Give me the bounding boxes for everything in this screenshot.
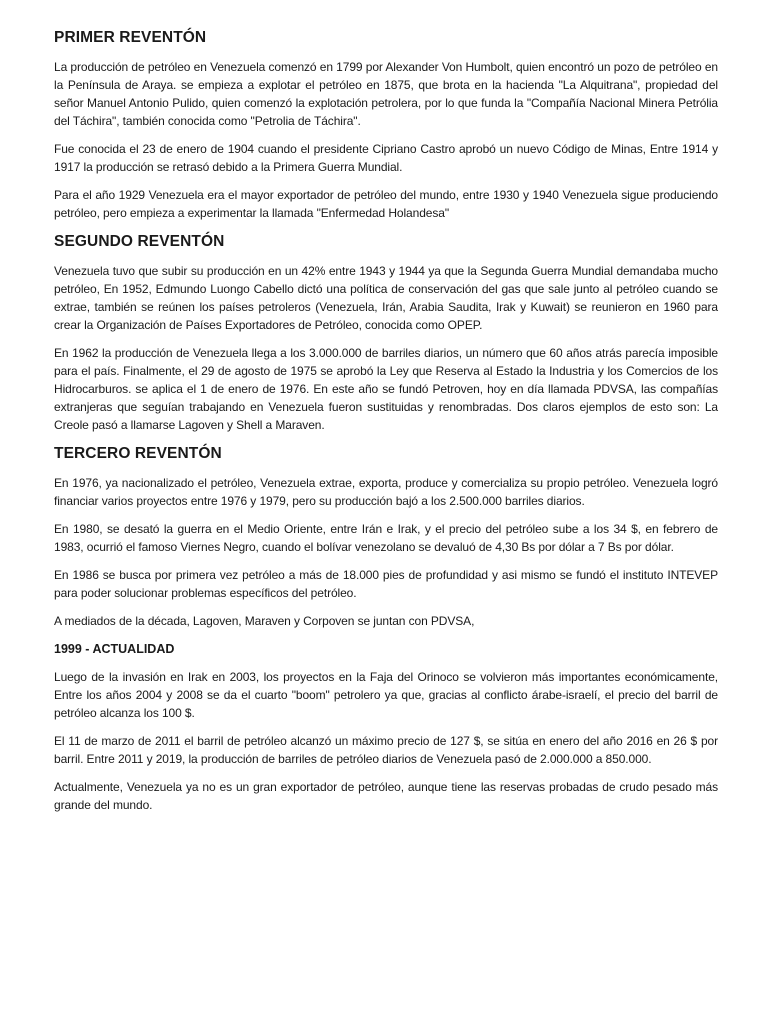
section-heading: SEGUNDO REVENTÓN bbox=[54, 233, 225, 250]
section-heading: TERCERO REVENTÓN bbox=[54, 445, 222, 462]
paragraph: Luego de la invasión en Irak en 2003, los proyectos en la Faja del Orinoco se volvieron más importantes económicamente, Entre los años 2004 y 2008 se da el cuarto "boom" petrolero ya que, gracias al conflicto árabe-israelí, el precio del barril de petróleo alcanza los 100 $. bbox=[54, 670, 718, 720]
paragraph: La producción de petróleo en Venezuela comenzó en 1799 por Alexander Von Humbolt, quien encontró un pozo de petróleo en la Península de Araya. se empieza a explotar el petróleo en 1875, que brota en la hacienda "La Alquitrana", propiedad del señor Manuel Antonio Pulido, quien comenzó la explotación petrolera, por lo que funda la "Compañía Nacional Minera Petrólia del Táchira", también conocida como "Petrolia de Táchira". bbox=[54, 60, 718, 128]
paragraph: En 1962 la producción de Venezuela llega a los 3.000.000 de barriles diarios, un número que 60 años atrás parecía imposible para el país. Finalmente, el 29 de agosto de 1975 se aprobó la Ley que Reserva al Estado la Industria y los Comercios de los Hidrocarburos. se aplica el 1 de enero de 1976. En este año se fundó Petroven, hoy en día llamada PDVSA, las compañías extranjeras que seguían trabajando en Venezuela fueron sustituidas y renombradas. Dos claros ejemplos de esto son: La Creole pasó a llamarse Lagoven y Shell a Maraven. bbox=[54, 346, 718, 432]
paragraph: Actualmente, Venezuela ya no es un gran exportador de petróleo, aunque tiene las reservas probadas de crudo pesado más grande del mundo. bbox=[54, 780, 718, 812]
paragraph: El 11 de marzo de 2011 el barril de petróleo alcanzó un máximo precio de 127 $, se sitúa en enero del año 2016 en 26 $ por barril. Entre 2011 y 2019, la producción de barriles de petróleo diarios de Venezuela pasó de 2.000.000 a 850.000. bbox=[54, 734, 718, 766]
paragraph: Venezuela tuvo que subir su producción en un 42% entre 1943 y 1944 ya que la Segunda Guerra Mundial demandaba mucho petróleo, En 1952, Edmundo Luongo Cabello dictó una política de conservación del gas que sale junto al petróleo cuando se extrae, también se reúnen los países petroleros (Venezuela, Irán, Arabia Saudita, Irak y Kuwait) se reunieron en 1960 para crear la Organización de Países Exportadores de Petróleo, conocida como OPEP. bbox=[54, 264, 718, 332]
section-heading: 1999 - ACTUALIDAD bbox=[54, 642, 175, 656]
document-page bbox=[54, 28, 718, 824]
paragraph: En 1986 se busca por primera vez petróleo a más de 18.000 pies de profundidad y asi mismo se fundó el instituto INTEVEP para poder solucionar problemas específicos del petróleo. bbox=[54, 568, 718, 600]
section-actualidad bbox=[54, 640, 718, 814]
section-heading: PRIMER REVENTÓN bbox=[54, 29, 207, 46]
section-segundo-reventon bbox=[54, 232, 718, 434]
paragraph: En 1980, se desató la guerra en el Medio Oriente, entre Irán e Irak, y el precio del petróleo sube a los 34 $, en febrero de 1983, ocurrió el famoso Viernes Negro, cuando el bolívar venezolano se devaluó de 4,30 Bs por dólar a 7 Bs por dólar. bbox=[54, 522, 718, 554]
paragraph: Fue conocida el 23 de enero de 1904 cuando el presidente Cipriano Castro aprobó un nuevo Código de Minas, Entre 1914 y 1917 la producción se retrasó debido a la Primera Guerra Mundial. bbox=[54, 142, 718, 174]
paragraph: En 1976, ya nacionalizado el petróleo, Venezuela extrae, exporta, produce y comercializa su propio petróleo. Venezuela logró financiar varios proyectos entre 1976 y 1979, pero su producción bajó a los 2.500.000 barriles diarios. bbox=[54, 476, 718, 508]
section-tercero-reventon bbox=[54, 444, 718, 630]
paragraph: A mediados de la década, Lagoven, Maraven y Corpoven se juntan con PDVSA, bbox=[54, 614, 475, 628]
section-primer-reventon bbox=[54, 28, 718, 222]
paragraph: Para el año 1929 Venezuela era el mayor exportador de petróleo del mundo, entre 1930 y 1940 Venezuela sigue produciendo petróleo, pero empieza a experimentar la llamada "Enfermedad Holandesa" bbox=[54, 188, 718, 220]
